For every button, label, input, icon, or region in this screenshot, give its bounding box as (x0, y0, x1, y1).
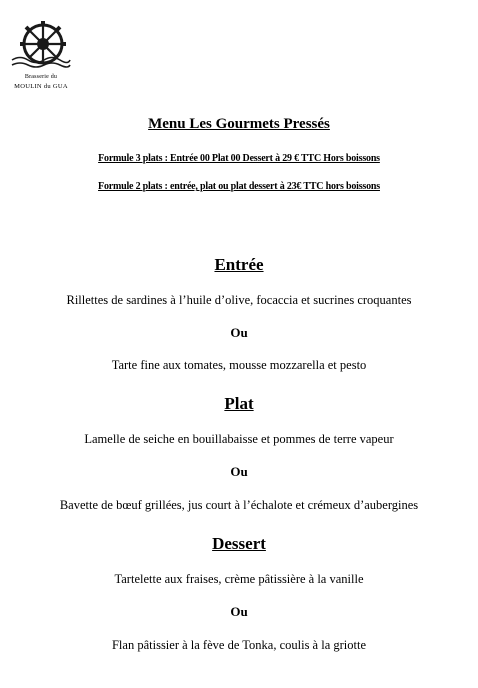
section-heading-entree: Entrée (214, 255, 264, 274)
formula-three-courses: Formule 3 plats : Entrée 00 Plat 00 Dessert à 29 € TTC Hors boissons (98, 153, 380, 164)
plat-item-2: Bavette de bœuf grillées, jus court à l’échalote et crémeux d’aubergines (59, 498, 419, 512)
dessert-or-separator: Ou (230, 604, 248, 619)
brand-logo (8, 20, 74, 92)
menu-title: Menu Les Gourmets Pressés (148, 116, 330, 132)
mill-wheel-icon (10, 20, 72, 74)
section-heading-dessert: Dessert (212, 534, 266, 553)
formula-two-courses: Formule 2 plats : entrée, plat ou plat dessert à 23€ TTC hors boissons (98, 181, 380, 192)
plat-item-1: Lamelle de seiche en bouillabaisse et pommes de terre vapeur (84, 432, 394, 446)
logo-name: MOULIN du GUA (14, 83, 68, 90)
plat-or-separator: Ou (230, 464, 248, 479)
section-heading-plat: Plat (224, 394, 254, 413)
dessert-item-2: Flan pâtissier à la fève de Tonka, coulis à la griotte (111, 638, 367, 652)
entree-or-separator: Ou (230, 325, 248, 340)
entree-item-1: Rillettes de sardines à l’huile d’olive, focaccia et sucrines croquantes (66, 293, 412, 307)
logo-tagline: Brasserie du (24, 74, 58, 80)
entree-item-2: Tarte fine aux tomates, mousse mozzarella et pesto (111, 358, 367, 372)
dessert-item-1: Tartelette aux fraises, crème pâtissière à la vanille (114, 572, 364, 586)
